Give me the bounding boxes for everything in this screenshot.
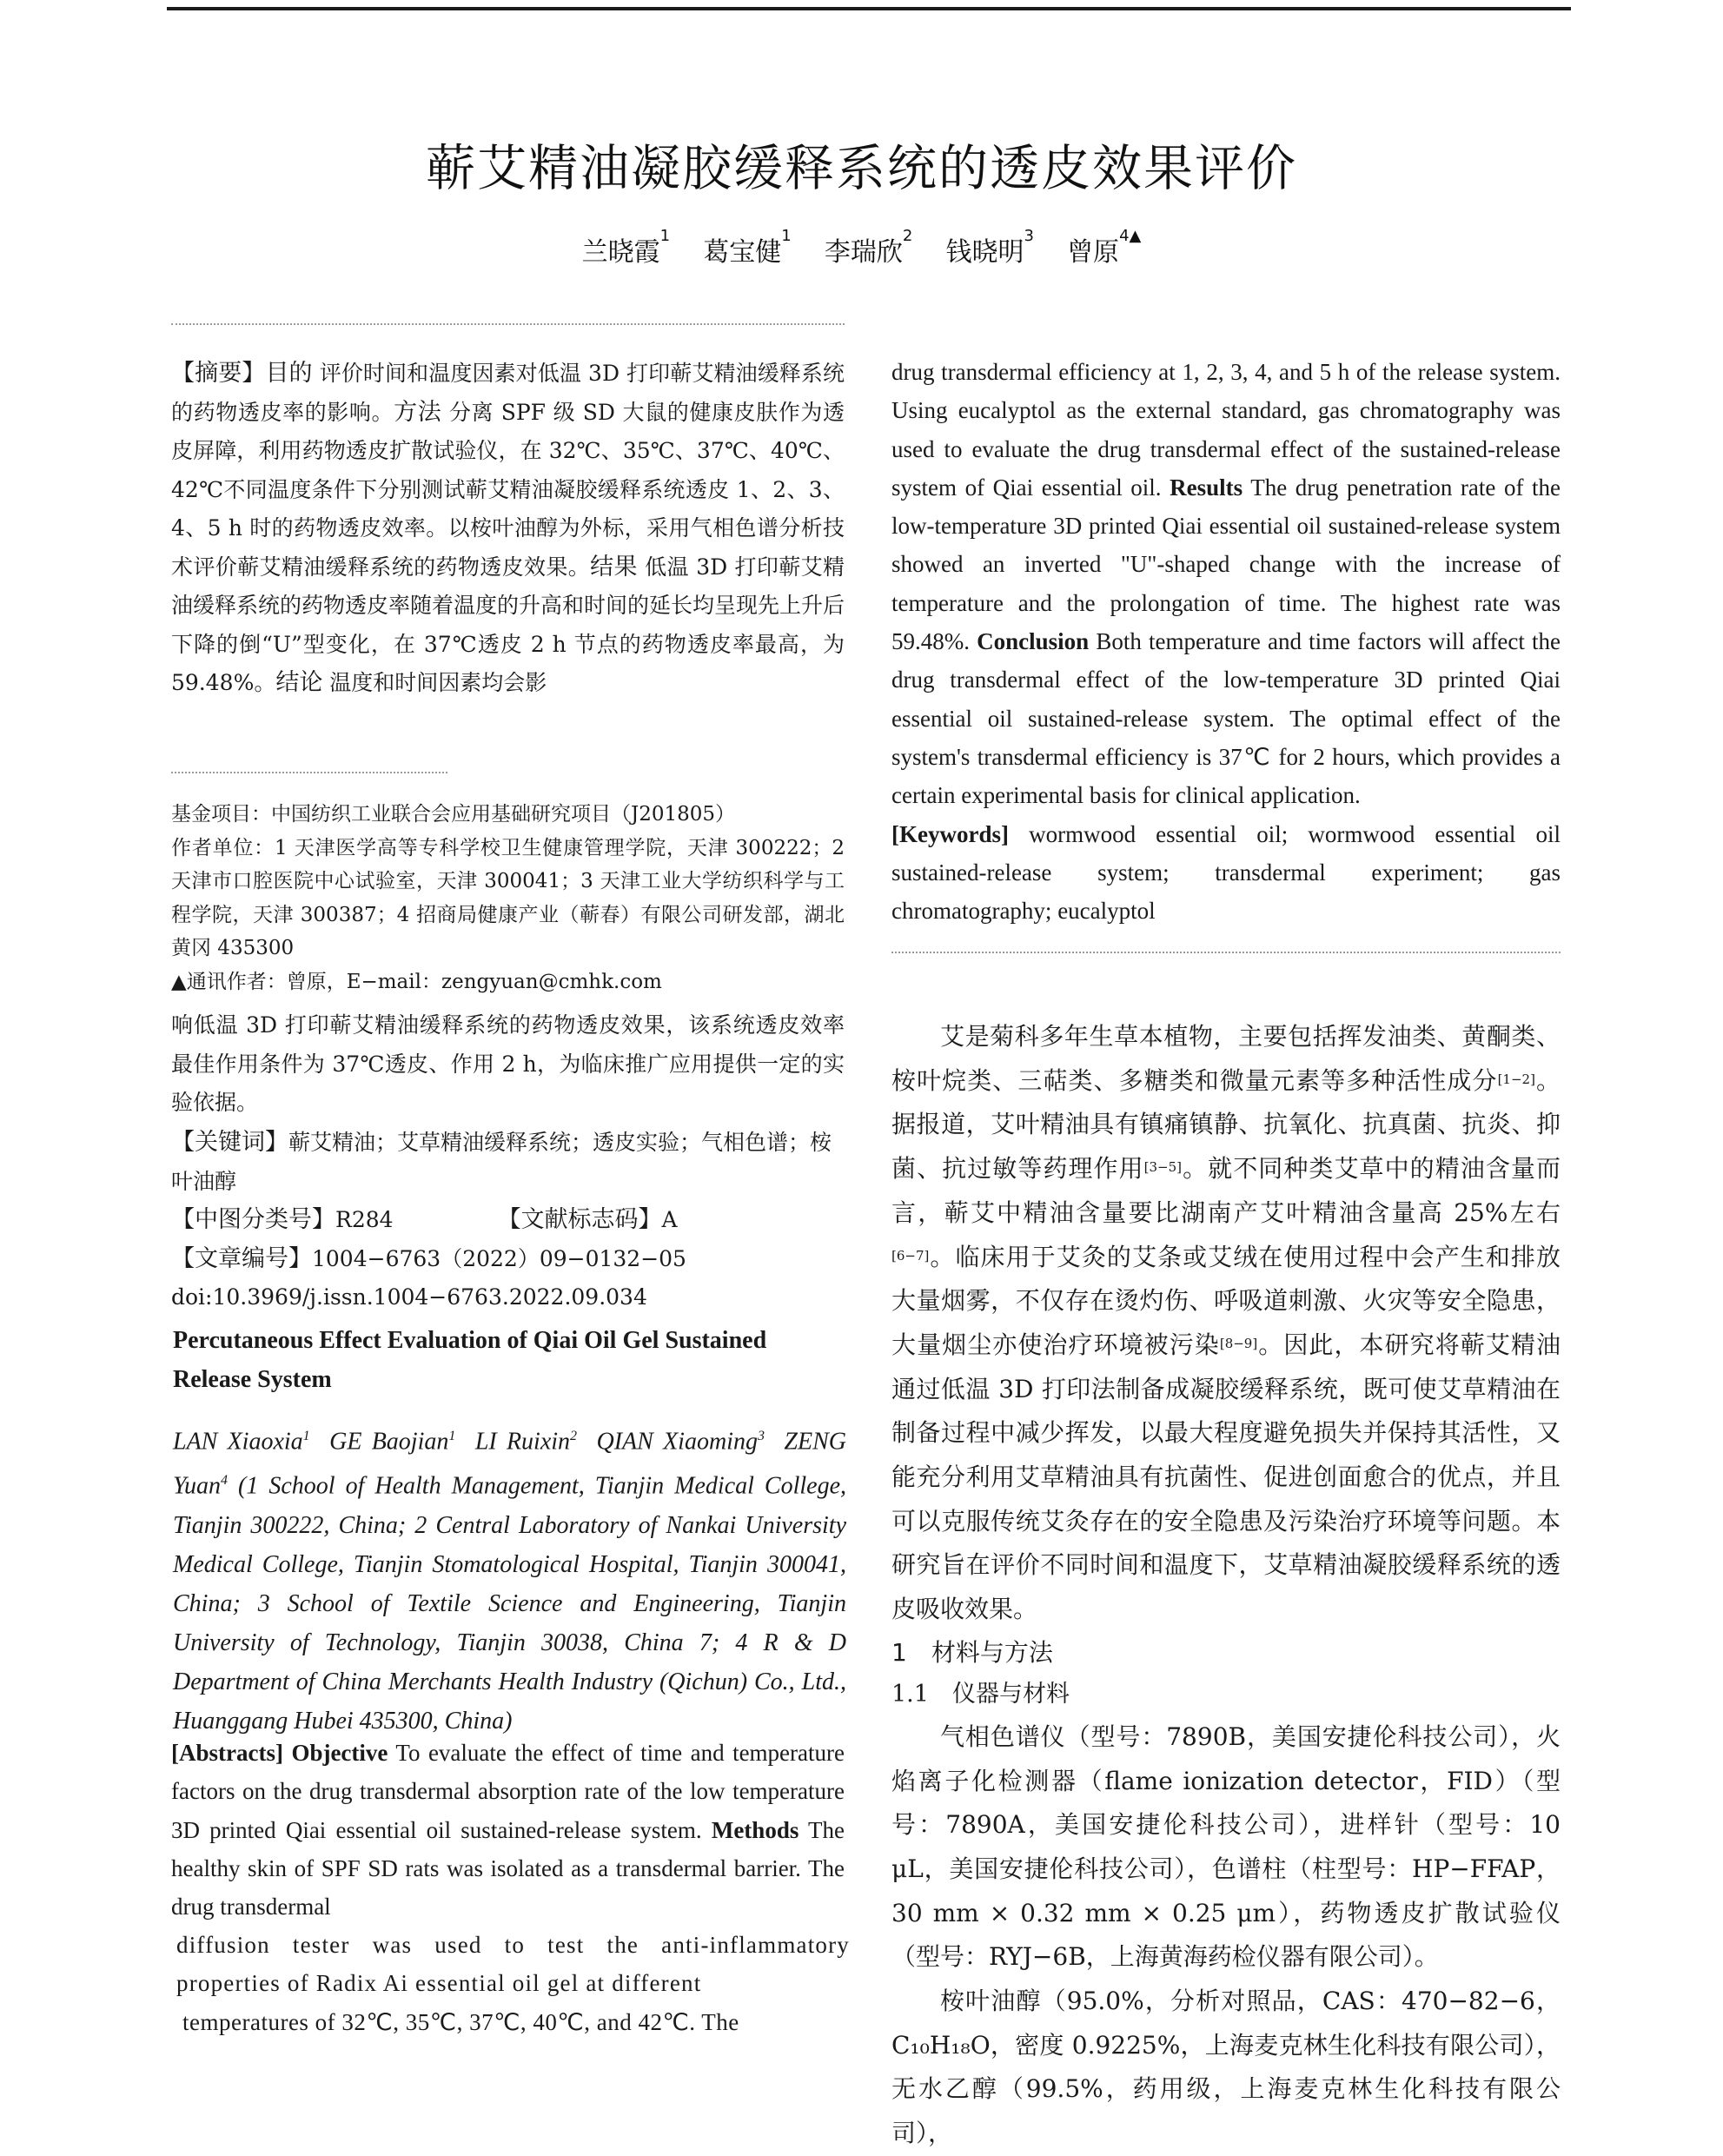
conclusion-text: Both temperature and time factors will affect the drug transdermal effect of the low-temperature 3D printed Qiai essential oil sustained-release system. The optimal effect of the system's transdermal efficiency is 37℃ for 2 hours, which provides a certain experimental basis for clinical application. (891, 628, 1561, 809)
reagents-paragraph (891, 1980, 1561, 2156)
article-number (171, 1240, 845, 1279)
body-divider (891, 952, 1561, 953)
keywords-label: 【关键词】 (171, 1129, 288, 1156)
author-affiliation: 2 (902, 227, 913, 245)
abstracts-label: [Abstracts] (171, 1740, 283, 1766)
author-name: 兰晓霞 (581, 237, 660, 268)
reagent-text: 无水乙醇（99.5%，药用级，上海麦克林生化科技有限公司）， (891, 2074, 1561, 2148)
abstract-zh (171, 355, 845, 703)
citation[interactable]: [3−5] (1143, 1159, 1183, 1176)
article-meta (171, 1124, 845, 1317)
results-label: Results (1170, 474, 1243, 501)
keywords-text: wormwood essential oil; wormwood essential oil sustained-release system; transdermal experiment; gas chromatography; eucalyptol (891, 820, 1561, 925)
author-affiliation: 1 (659, 227, 671, 245)
conclusion-label: Conclusion (977, 628, 1090, 655)
author-name: 李瑞欣 (824, 237, 903, 268)
methods-label: 方法 (394, 398, 442, 426)
abstract-en-methods-cont: diffusion tester was used to test the anti-inflammatory properties of Radix Ai essential oil gel at different (176, 1932, 850, 1997)
author-name: 葛宝健 (703, 237, 782, 268)
section-heading: 1 材料与方法 (891, 1637, 1053, 1667)
author-affiliation: 3 (757, 1429, 765, 1443)
intro-text: 。因此，本研究将蕲艾精油通过低温 3D 打印法制备成凝胶缓释系统，既可使艾草精油在制备过程中减少挥发，以最大程度避免损失并保持其活性，又能充分利用艾草精油具有抗菌性、促进创面愈合的优点，并且可以克服传统艾灸存在的安全隐患及污染治疗环境等问题。本研究旨在评价不同时间和温度下，艾草精油凝胶缓释系统的透皮吸收效果。 (891, 1330, 1561, 1624)
abstract-en-continued (891, 353, 1561, 930)
conclusion-text: 温度和时间因素均会影 (329, 670, 547, 695)
author-name: LAN Xiaoxia (173, 1428, 303, 1456)
chemical-formula: C₁₀H₁₈O (891, 2030, 991, 2060)
conclusion-label: 结论 (275, 669, 323, 696)
author-name: 钱晓明 (945, 237, 1024, 268)
methods-text: drug transdermal efficiency at 1, 2, 3, 4, and 5 h of the release system. Using eucalyptol as the external standard, gas chromatography was used to evaluate the drug transdermal effect of the sustained-release system of Qiai essential oil. (891, 359, 1561, 501)
results-text: 低温 3D 打印蕲艾精油缓释系统的药物透皮率随着温度的升高和时间的延长均呈现先上升后下降的倒“U”型变化，在 37℃透皮 2 h 节点的药物透皮率最高，为 59.48%。 (171, 554, 845, 695)
author-affiliation: 1 (448, 1429, 456, 1443)
article-number-label: 【文章编号】 (171, 1244, 312, 1272)
doi: doi:10.3969/j.issn.1004−6763.2022.09.034 (171, 1284, 647, 1310)
abstract-en-methods-end: temperatures of 32℃, 35℃, 37℃, 40℃, and 42℃. The (182, 2009, 739, 2035)
author-affiliation: 1 (781, 227, 792, 245)
methods-label: Methods (711, 1816, 799, 1843)
keywords-text: 蕲艾精油；艾草精油缓释系统；透皮实验；气相色谱；桉叶油醇 (171, 1130, 832, 1194)
abstract-zh-continued: 响低温 3D 打印蕲艾精油缓释系统的药物透皮效果，该系统透皮效率最佳作用条件为 37℃透皮、作用 2 h，为临床推广应用提供一定的实验依据。 (171, 1012, 845, 1115)
abstract-en (171, 1734, 845, 1926)
intro-text: 。据报道，艾叶精油具有镇痛镇静、抗氧化、抗真菌、抗炎、抑菌、抗过敏等药理作用 (891, 1065, 1561, 1184)
body-text (891, 1015, 1561, 2156)
citation[interactable]: [8−9] (1219, 1335, 1258, 1351)
fund-line: 基金项目：中国纺织工业联合会应用基础研究项目（J201805） (171, 803, 736, 826)
citation[interactable]: [6−7] (891, 1247, 930, 1264)
header-rule (167, 7, 1571, 10)
results-text: The drug penetration rate of the low-temperature 3D printed Qiai essential oil sustained-release system showed an inverted "U"-shaped change with the increase of temperature and the prolongation of time. The highest rate was 59.48%. (891, 474, 1561, 655)
corresponding-author: ▲通讯作者：曾原，E−mail：zengyuan@cmhk.com (171, 970, 662, 993)
objective-label: 目的 (265, 360, 313, 387)
subsection-heading: 1.1 仪器与材料 (891, 1680, 1070, 1708)
methods-text: The healthy skin of SPF SD rats was isolated as a transdermal barrier. The drug transdermal (171, 1816, 845, 1920)
english-title: Percutaneous Effect Evaluation of Qiai Oil Gel Sustained Release System (173, 1327, 767, 1393)
abstract-label: 【摘要】 (171, 360, 266, 387)
author-name: LI Ruixin (474, 1428, 571, 1456)
citation[interactable]: [1−2] (1497, 1071, 1535, 1087)
methods-text: 分离 SPF 级 SD 大鼠的健康皮肤作为透皮屏障，利用药物透皮扩散试验仪，在 32℃、35℃、37℃、40℃、42℃不同温度条件下分别测试蕲艾精油凝胶缓释系统透皮 1、2、3、4、5 h 时的药物透皮效率。以桉叶油醇为外标，采用气相色谱分析技术评价蕲艾精油缓释系统的药物透皮效果。 (171, 399, 845, 580)
objective-text: To evaluate the effect of time and temperature factors on the drug transdermal absorption rate of the low temperature 3D printed Qiai essential oil sustained-release system. (171, 1740, 845, 1843)
author-units: 作者单位：1 天津医学高等专科学校卫生健康管理学院，天津 300222；2 天津市口腔医院中心试验室，天津 300041；3 天津工业大学纺织科学与工程学院，天津 300387；4 招商局健康产业（蕲春）有限公司研发部，湖北 黄冈 435300 (171, 836, 845, 959)
classification (171, 1201, 845, 1240)
intro-text: 。就不同种类艾草中的精油含量而言，蕲艾中精油含量要比湖南产艾叶精油含量高 25%左右 (891, 1154, 1561, 1227)
author-affiliation: 4▲ (1119, 227, 1142, 245)
objective-label: Objective (291, 1740, 388, 1766)
author-affiliation: 4 (221, 1473, 229, 1489)
author-list (0, 227, 1723, 269)
classification-value: R284 (335, 1207, 394, 1232)
english-affiliations: (1 School of Health Management, Tianjin Medical College, Tianjin 300222, China; 2 Central Laboratory of Nankai University Medical College, Tianjin Stomatological Hospital, Tianjin 300041, China; 3 School of Textile Science and Engineering, Tianjin University of Technology, Tianjin 30038, China 7; 4 R & D Department of China Merchants Health Industry (Qichun) Co., Ltd., Huanggang Hubei 435300, China) (173, 1472, 847, 1735)
author-name: 曾原 (1067, 237, 1120, 268)
intro-text: 艾是菊科多年生草本植物，主要包括挥发油类、黄酮类、桉叶烷类、三萜类、多糖类和微量元素等多种活性成分 (891, 1022, 1561, 1095)
author-affiliation: 1 (302, 1429, 310, 1443)
instruments-paragraph: 气相色谱仪（型号：7890B，美国安捷伦科技公司），火焰离子化检测器（flame ionization detector，FID）（型号：7890A，美国安捷伦科技公司），进样针（型号：10 μL，美国安捷伦科技公司），色谱柱（柱型号：HP−FFAP，30 mm × 0.32 mm × 0.25 μm），药物透皮扩散试验仪（型号：RYJ−6B，上海黄海药检仪器有限公司）。 (891, 1721, 1561, 1972)
results-label: 结果 (590, 553, 638, 580)
reagent-text: 桉叶油醇（95.0%，分析对照品，CAS：470−82−6， (940, 1987, 1561, 2016)
intro-paragraph (891, 1015, 1561, 1632)
english-authors (173, 1416, 846, 1741)
footnote-divider (171, 772, 447, 773)
doc-code-value: A (661, 1207, 678, 1232)
author-name: QIAN Xiaoming (596, 1428, 758, 1456)
author-affiliation: 3 (1024, 227, 1034, 245)
keywords-zh (171, 1124, 845, 1201)
author-name: ZENG Yuan (173, 1428, 846, 1500)
article-title: 蕲艾精油凝胶缓释系统的透皮效果评价 (426, 140, 1297, 197)
author-affiliation: 2 (570, 1429, 578, 1443)
footnote (171, 798, 845, 998)
doc-code-label: 【文献标志码】 (497, 1206, 662, 1233)
author-name: GE Baojian (329, 1428, 449, 1456)
objective-text: 评价时间和温度因素对低温 3D 打印蕲艾精油缓释系统的药物透皮率的影响。 (171, 361, 845, 425)
classification-label: 【中图分类号】 (171, 1206, 335, 1233)
keywords-label: [Keywords] (891, 820, 1009, 847)
reagent-text: ，密度 0.9225%，上海麦克林生化科技有限公司）， (990, 2030, 1561, 2060)
intro-text: 。临床用于艾灸的艾条或艾绒在使用过程中会产生和排放大量烟雾，不仅存在烫灼伤、呼吸道刺激、火灾等安全隐患，大量烟尘亦使治疗环境被污染 (891, 1242, 1561, 1359)
abstract-divider (171, 323, 845, 325)
article-number-value: 1004−6763（2022）09−0132−05 (312, 1245, 686, 1271)
